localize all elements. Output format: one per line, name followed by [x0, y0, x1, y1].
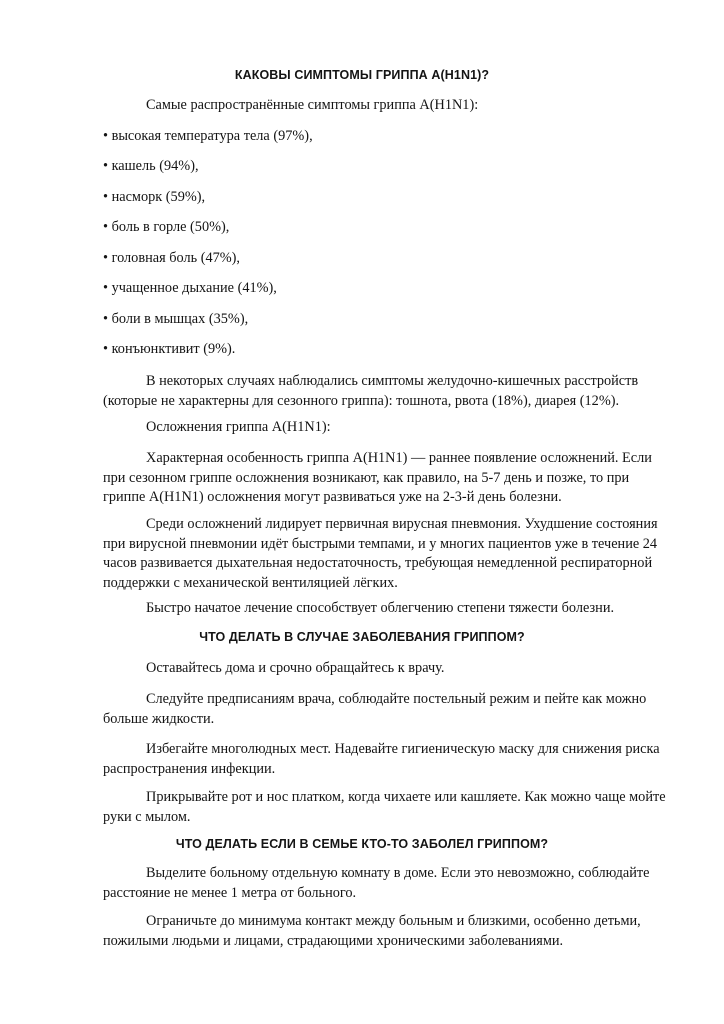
paragraph-line: руки с мылом. — [103, 808, 191, 825]
advice-paragraph: Оставайтесь дома и срочно обращайтесь к врачу. — [146, 660, 445, 676]
symptom-item: • головная боль (47%), — [103, 250, 240, 266]
complications-paragraph-1 — [103, 449, 674, 508]
paragraph-line: Ограничьте до минимума контакт между больным и близкими, особенно детьми, — [146, 913, 641, 929]
symptom-item: • насморк (59%), — [103, 189, 206, 205]
family-advice-paragraph — [103, 864, 674, 903]
paragraph-line: при вирусной пневмонии идёт быстрыми темпами, и у многих пациентов уже в течение 24 — [103, 535, 658, 552]
paragraph-line: гриппе A(H1N1) осложнения могут развиваться уже на 2-3-й день болезни. — [103, 489, 562, 506]
symptom-item: • учащенное дыхание (41%), — [103, 280, 277, 296]
paragraph-line: Выделите больному отдельную комнату в доме. Если это невозможно, соблюдайте — [146, 865, 650, 881]
gastro-paragraph — [103, 372, 674, 411]
paragraph-line: Характерная особенность гриппа A(H1N1) — раннее появление осложнений. Если — [146, 450, 652, 466]
advice-paragraph — [103, 740, 674, 779]
treatment-note: Быстро начатое лечение способствует облегчению степени тяжести болезни. — [146, 600, 615, 616]
paragraph-line: больше жидкости. — [103, 710, 215, 727]
paragraph-line: Избегайте многолюдных мест. Надевайте гигиеническую маску для снижения риска — [146, 741, 660, 757]
advice-paragraph — [103, 788, 674, 827]
paragraph-line: при сезонном гриппе осложнения возникают, как правило, на 5-7 день и позже, то при — [103, 469, 630, 486]
paragraph-line: Среди осложнений лидирует первичная вирусная пневмония. Ухудшение состояния — [146, 516, 658, 532]
section-heading-family-member: ЧТО ДЕЛАТЬ ЕСЛИ В СЕМЬЕ КТО-ТО ЗАБОЛЕЛ ГРИППОМ? — [175, 837, 549, 851]
section-heading-symptoms: КАКОВЫ СИМПТОМЫ ГРИППА A(H1N1)? — [234, 68, 490, 82]
symptom-item: • высокая температура тела (97%), — [103, 128, 313, 144]
family-advice-paragraph — [103, 912, 674, 951]
paragraph-line: часов развивается дыхательная недостаточность, требующая немедленной респираторной — [103, 555, 653, 572]
advice-paragraph — [103, 690, 674, 729]
symptom-item: • боль в горле (50%), — [103, 219, 230, 235]
symptoms-intro: Самые распространённые симптомы гриппа A(H1N1): — [146, 97, 479, 113]
symptom-item: • кашель (94%), — [103, 158, 199, 174]
paragraph-line: Следуйте предписаниям врача, соблюдайте постельный режим и пейте как можно — [146, 691, 647, 707]
paragraph-line: В некоторых случаях наблюдались симптомы желудочно-кишечных расстройств — [146, 373, 639, 389]
symptom-item: • боли в мышцах (35%), — [103, 311, 249, 327]
complications-label: Осложнения гриппа A(H1N1): — [146, 419, 331, 435]
paragraph-line: распространения инфекции. — [103, 760, 276, 777]
section-heading-if-sick: ЧТО ДЕЛАТЬ В СЛУЧАЕ ЗАБОЛЕВАНИЯ ГРИППОМ? — [199, 630, 525, 644]
paragraph-line: поддержки с механической вентиляцией лёгких. — [103, 574, 398, 591]
paragraph-line: Прикрывайте рот и нос платком, когда чихаете или кашляете. Как можно чаще мойте — [146, 789, 666, 805]
symptom-item: • конъюнктивит (9%). — [103, 341, 236, 357]
complications-paragraph-2 — [103, 515, 674, 593]
paragraph-line: пожилыми людьми и лицами, страдающими хроническими заболеваниями. — [103, 932, 564, 949]
paragraph-line: (которые не характерны для сезонного гриппа): тошнота, рвота (18%), диарея (12%). — [103, 392, 620, 409]
paragraph-line: расстояние не менее 1 метра от больного. — [103, 884, 357, 901]
